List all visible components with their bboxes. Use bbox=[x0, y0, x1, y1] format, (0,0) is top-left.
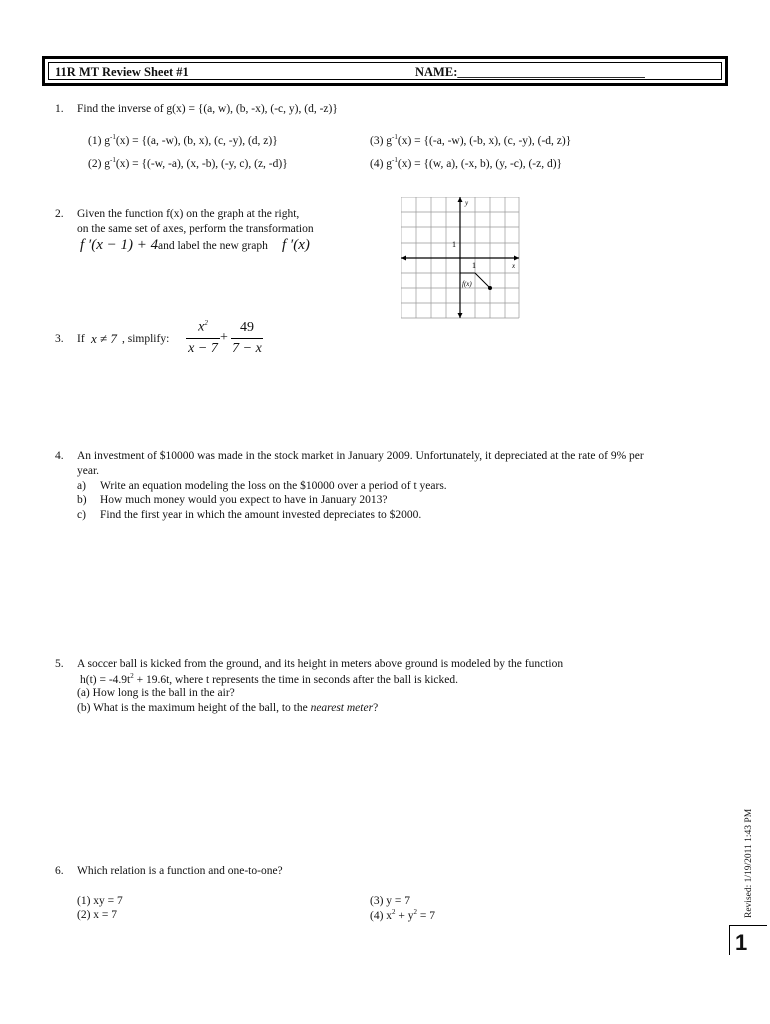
q3-simplify: , simplify: bbox=[122, 333, 170, 345]
q1-option-4: (4) $g^{-1}(x) = \{(w$, a), (-x, b), (y, -c), (-z, d)} bbox=[370, 156, 563, 170]
page-number: 1 bbox=[735, 930, 748, 955]
q3-frac1-bar bbox=[186, 338, 220, 339]
q5-line2: $h(t) = -4.9t^2 + 19.6t$, where t represents the time in seconds after the ball is kicked. bbox=[80, 672, 458, 686]
q6-option-4: (4) $x^2 + y^2 = 7$ bbox=[370, 908, 436, 922]
q3-number: 3. bbox=[55, 333, 64, 345]
header-box bbox=[42, 56, 728, 86]
q4-part-b-text: How much money would you expect to have in January 2013? bbox=[100, 494, 388, 506]
q5-number: 5. bbox=[55, 658, 64, 670]
q1-prompt: Find the inverse of g(x) = {(a, w), (b, -x), (-c, y), (d, -z)} bbox=[77, 103, 338, 115]
q6-option-3: (3) y = 7 bbox=[370, 895, 411, 907]
graph-y-label: y bbox=[465, 199, 469, 207]
page-number-rule bbox=[729, 925, 767, 926]
q3-if: If bbox=[77, 333, 85, 345]
q3-frac2-denominator: 7 − x bbox=[232, 341, 262, 356]
q2-line2: on the same set of axes, perform the transformation bbox=[77, 223, 314, 235]
graph-tick-y-1: 1 bbox=[452, 240, 456, 249]
q2-number: 2. bbox=[55, 208, 64, 220]
q5-part-a: (a) How long is the ball in the air? bbox=[77, 687, 235, 699]
q3-condition: x ≠ 7 bbox=[91, 331, 117, 346]
q5-line1: A soccer ball is kicked from the ground, and its height in meters above ground is modeled by the function bbox=[77, 658, 564, 670]
name-field-label: NAME:______________________________ bbox=[415, 65, 645, 79]
q1-option-3: (3) $g^{-1}(x) = \{(-a$, -w), (-b, x), (c, -y), (-d, z)} bbox=[370, 133, 572, 147]
q4-part-c-label: c) bbox=[77, 509, 86, 521]
q1-option-1: (1) $g^{-1}(x) = \{(a$, -w), (b, x), (c, -y), (d, z)} bbox=[88, 133, 278, 147]
q2-label-text: and label the new graph bbox=[158, 240, 268, 252]
q2-coordinate-graph bbox=[401, 197, 521, 319]
q2-new-graph-expr: f ′(x) bbox=[282, 237, 310, 253]
q4-line1: An investment of $10000 was made in the stock market in January 2009. Unfortunately, it depreciated at the rate of 9% per bbox=[77, 450, 644, 462]
q5-part-b: (b) What is the maximum height of the ball, to the nearest meter? bbox=[77, 702, 379, 714]
q6-prompt: Which relation is a function and one-to-one? bbox=[77, 865, 283, 877]
q1-number: 1. bbox=[55, 103, 64, 115]
page-number-divider bbox=[729, 925, 730, 955]
graph-fx-label: f(x) bbox=[462, 280, 472, 288]
q6-option-2: (2) x = 7 bbox=[77, 909, 118, 921]
q3-frac2-numerator: 49 bbox=[240, 320, 254, 335]
q4-part-a-label: a) bbox=[77, 480, 86, 492]
sheet-title: 11R MT Review Sheet #1 bbox=[55, 65, 189, 79]
q1-option-2: (2) $g^{-1}(x) = \{(-w$, -a), (x, -b), (-y, c), (z, -d)} bbox=[88, 156, 288, 170]
q4-number: 4. bbox=[55, 450, 64, 462]
q2-line1: Given the function f(x) on the graph at the right, bbox=[77, 208, 300, 220]
graph-tick-x-1: 1 bbox=[472, 261, 476, 270]
revised-timestamp: Revised: 1/19/2011 1:43 PM bbox=[744, 808, 754, 918]
q3-frac2-bar bbox=[231, 338, 263, 339]
q4-line2: year. bbox=[77, 465, 100, 477]
q6-option-1: (1) xy = 7 bbox=[77, 895, 123, 907]
graph-x-label: x bbox=[512, 262, 516, 270]
graph-fx-endpoint bbox=[488, 286, 492, 290]
q4-part-b-label: b) bbox=[77, 494, 87, 506]
q3-plus: + bbox=[220, 330, 228, 345]
q4-part-a-text: Write an equation modeling the loss on the $10000 over a period of t years. bbox=[100, 480, 447, 492]
q2-transformation-expr: f ′(x − 1) + 4 bbox=[80, 237, 159, 253]
q3-frac1-numerator: $x^2$ bbox=[198, 319, 208, 335]
q6-number: 6. bbox=[55, 865, 64, 877]
q4-part-c-text: Find the first year in which the amount invested depreciates to $2000. bbox=[100, 509, 422, 521]
q3-frac1-denominator: x − 7 bbox=[188, 341, 218, 356]
